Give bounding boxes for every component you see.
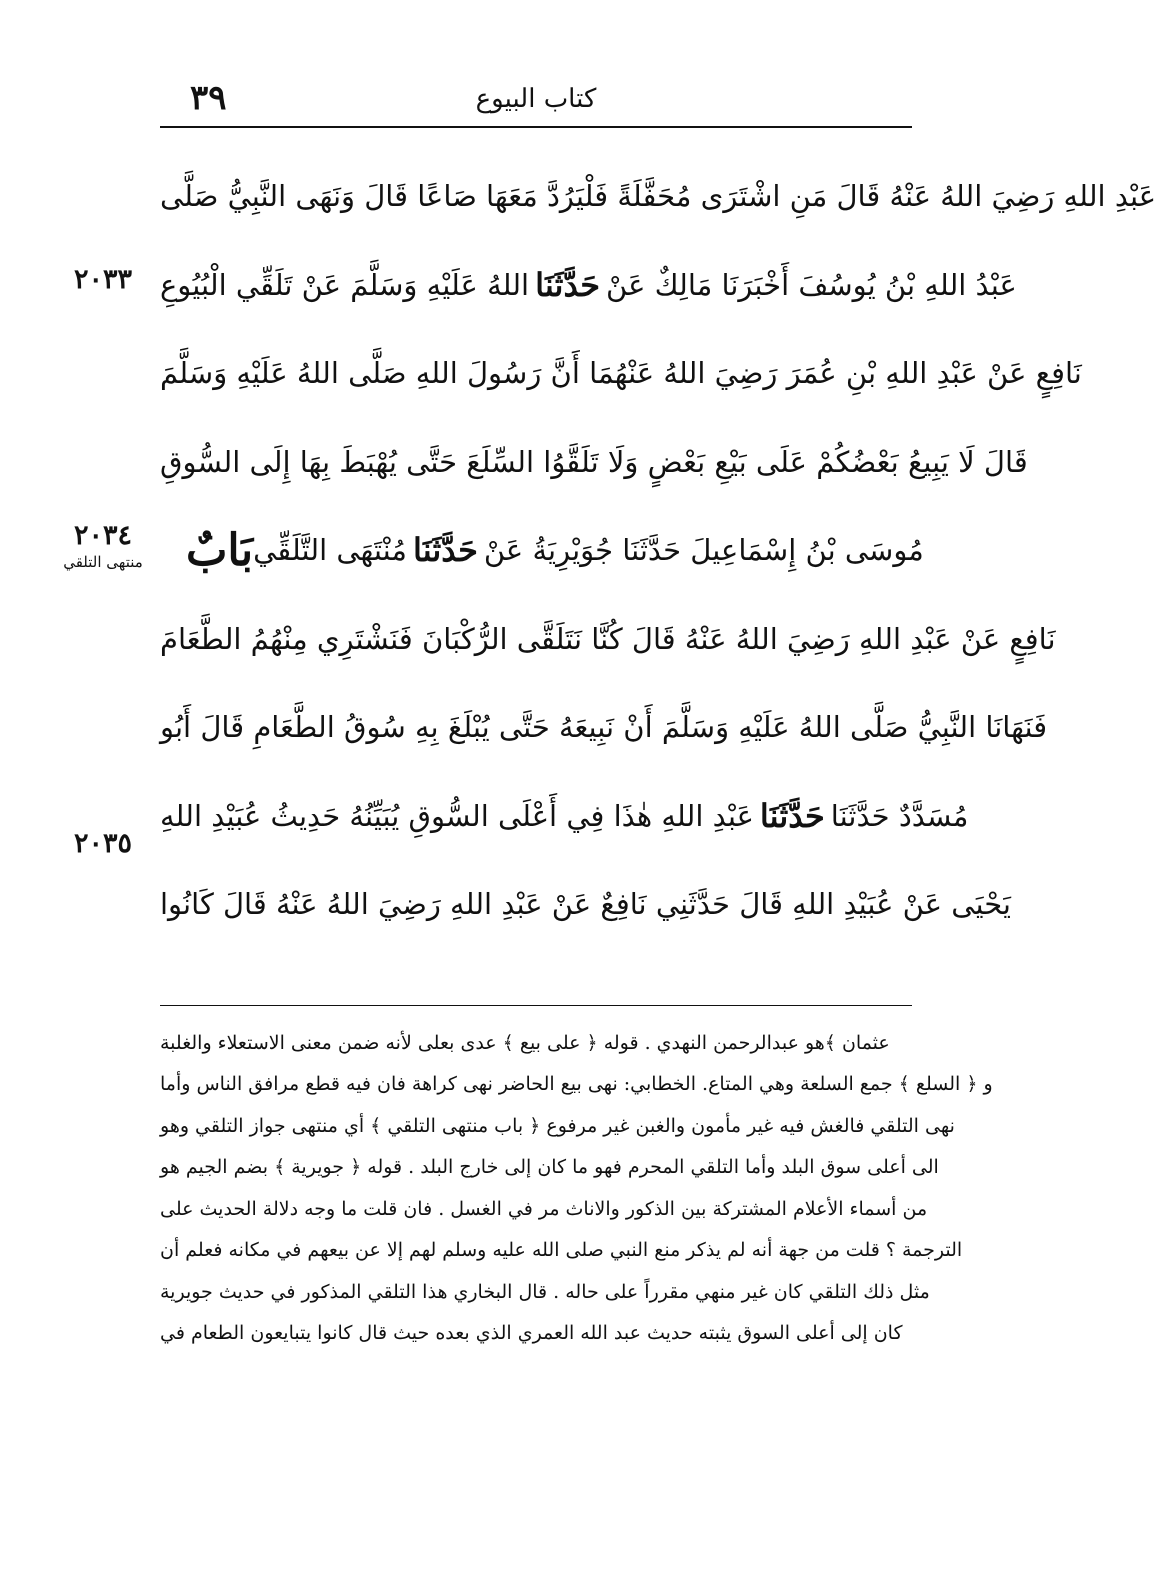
chapter-heading-bab: بَابٌ	[186, 524, 254, 576]
haddathana-keyword: حَدَّثَنَا	[535, 265, 601, 304]
footnote-line: عثمان ﴾هو عبدالرحمن النهدي . قوله ﴿ على بيع ﴾ عدى بعلى لأنه ضمن معنى الاستعلاء والغلبة	[160, 1031, 890, 1054]
text-line	[160, 595, 1056, 684]
text-line	[160, 418, 1028, 507]
page-number: ٣٩	[190, 78, 227, 118]
footnote-line: كان إلى أعلى السوق يثبته حديث عبد الله العمري الذي بعده حيث قال كانوا يتبايعون الطعام في	[160, 1322, 903, 1345]
footnote-line: الترجمة ؟ قلت من جهة أنه لم يذكر منع النبي صلى الله عليه وسلم لهم إلا عن بيعهم في مكانه فعلم أن	[160, 1239, 963, 1262]
header-rule	[160, 126, 912, 128]
running-title: كتاب البيوع	[475, 84, 597, 114]
line-text: عَبْدِ اللهِ رَضِيَ اللهُ عَنْهُ قَالَ مَنِ اشْتَرَى مُحَفَّلَةً فَلْيَرُدَّ مَعَهَا صَاعًا قَالَ وَنَهَى النَّبِيُّ صَلَّى	[160, 179, 1156, 214]
footnotes	[160, 1022, 993, 1354]
haddathana-keyword: حَدَّثَنَا	[412, 531, 478, 570]
text-line	[160, 860, 1011, 949]
hadith-number-2033	[48, 264, 158, 295]
text-line	[160, 772, 969, 861]
footnote-line: نهى التلقي فالغش فيه غير مأمون والغبن غير مرفوع ﴿ باب منتهى التلقي ﴾ أي منتهى جواز التلقي وهو	[160, 1114, 955, 1137]
line-text: فَنَهَانَا النَّبِيُّ صَلَّى اللهُ عَلَيْهِ وَسَلَّمَ أَنْ نَبِيعَهُ حَتَّى يُبْلَغَ بِهِ سُوقُ الطَّعَامِ قَالَ أَبُو	[160, 710, 1048, 745]
hadith-number: ٢٠٣٤	[73, 520, 132, 551]
line-text: مُوسَى بْنُ إِسْمَاعِيلَ حَدَّثَنَا جُوَيْرِيَةُ عَنْ	[483, 533, 924, 568]
line-text: نَافِعٍ عَنْ عَبْدِ اللهِ بْنِ عُمَرَ رَضِيَ اللهُ عَنْهُمَا أَنَّ رَسُولَ اللهِ صَلَّى اللهُ عَلَيْهِ وَسَلَّمَ	[160, 356, 1082, 391]
footnote-line: الى أعلى سوق البلد وأما التلقي المحرم فهو ما كان إلى خارج البلد . قوله ﴿ جويرية ﴾ بضم الجيم هو	[160, 1156, 939, 1179]
line-text: قَالَ لَا يَبِيعُ بَعْضُكُمْ عَلَى بَيْعِ بَعْضٍ وَلَا تَلَقَّوُا السِّلَعَ حَتَّى يُهْبَطَ بِهَا إِلَى السُّوقِ	[160, 444, 1028, 479]
line-text: مُسَدَّدٌ حَدَّثَنَا	[830, 798, 969, 833]
footnote-rule	[160, 1005, 912, 1006]
haddathana-keyword: حَدَّثَنَا	[759, 796, 825, 835]
hadith-number-2034	[48, 520, 158, 571]
main-text	[160, 152, 1156, 949]
page-header	[160, 78, 912, 128]
text-line	[160, 683, 1048, 772]
text-line	[160, 152, 1156, 241]
text-line	[160, 506, 924, 595]
text-line	[160, 241, 1017, 330]
line-text: يَحْيَى عَنْ عُبَيْدِ اللهِ قَالَ حَدَّثَنِي نَافِعٌ عَنْ عَبْدِ اللهِ رَضِيَ اللهُ عَنْهُ قَالَ كَانُوا	[160, 887, 1011, 922]
text-line	[160, 329, 1082, 418]
hadith-number-2035	[48, 828, 158, 859]
line-text: عَبْدِ اللهِ هٰذَا فِي أَعْلَى السُّوقِ يُبَيِّنُهُ حَدِيثُ عُبَيْدِ اللهِ	[160, 798, 754, 833]
chapter-title: مُنْتَهَى التَّلَقِّي	[253, 533, 407, 568]
line-text: عَبْدُ اللهِ بْنُ يُوسُفَ أَخْبَرَنَا مَالِكٌ عَنْ	[606, 267, 1017, 302]
hadith-number: ٢٠٣٥	[73, 828, 132, 859]
hadith-number: ٢٠٣٣	[73, 264, 132, 295]
footnote-line: مثل ذلك التلقي كان غير منهي مقرراً على حاله . قال البخاري هذا التلقي المذكور في حديث جويرية	[160, 1280, 930, 1303]
footnote-line: و ﴿ السلع ﴾ جمع السلعة وهي المتاع. الخطابي: نهى بيع الحاضر نهى كراهة فان فيه قطع مرافق الناس وأما	[160, 1073, 993, 1096]
footnote-line: من أسماء الأعلام المشتركة بين الذكور والاناث مر في الغسل . فان قلت ما وجه دلالة الحديث على	[160, 1197, 928, 1220]
line-text: نَافِعٍ عَنْ عَبْدِ اللهِ رَضِيَ اللهُ عَنْهُ قَالَ كُنَّا نَتَلَقَّى الرُّكْبَانَ فَنَشْتَرِي مِنْهُمُ الطَّعَامَ	[160, 621, 1056, 656]
margin-note: منتهى التلقي	[63, 553, 143, 571]
line-text: اللهُ عَلَيْهِ وَسَلَّمَ عَنْ تَلَقِّي الْبُيُوعِ	[160, 267, 530, 302]
